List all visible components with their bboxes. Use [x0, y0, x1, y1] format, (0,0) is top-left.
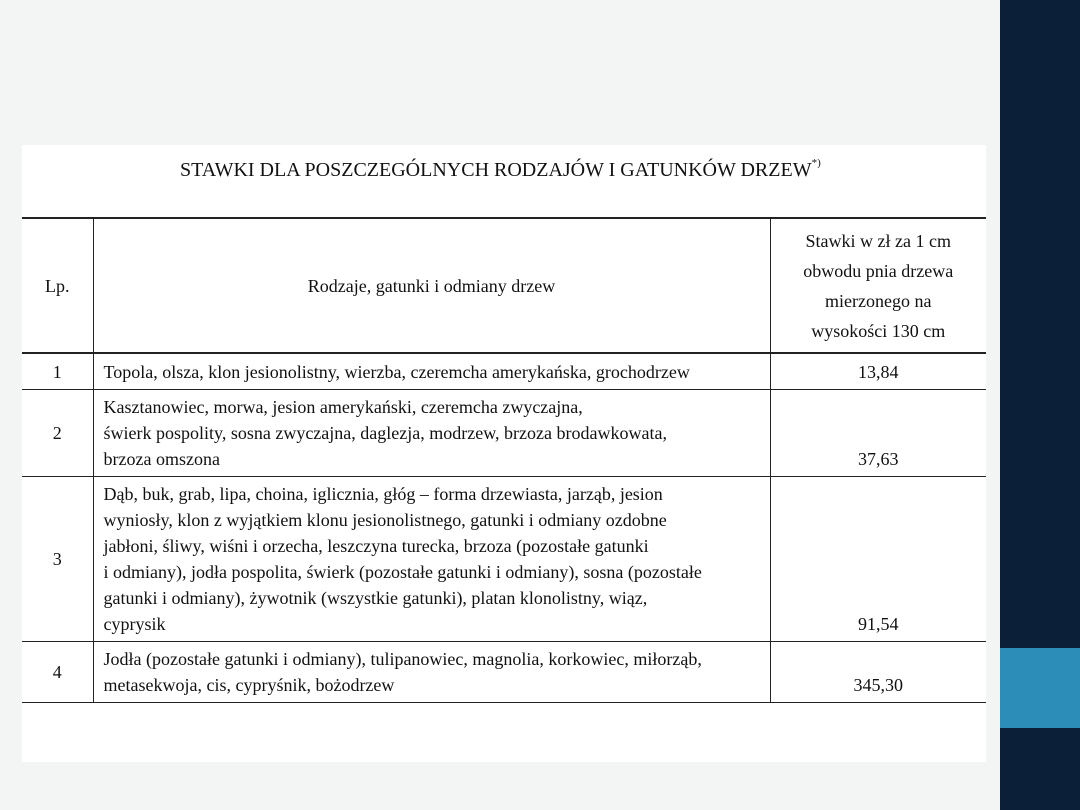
species-line: brzoza omszona — [103, 449, 220, 469]
species-line: Dąb, buk, grab, lipa, choina, iglicznia, głóg – forma drzewiasta, jarząb, jesion — [103, 484, 663, 504]
row-rate: 37,63 — [770, 390, 986, 477]
species-line: jabłoni, śliwy, wiśni i orzecha, leszczyna turecka, brzoza (pozostałe gatunki — [103, 536, 649, 556]
row-lp: 3 — [22, 477, 93, 642]
species-line: wyniosły, klon z wyjątkiem klonu jesionolistnego, gatunki i odmiany ozdobne — [103, 510, 667, 530]
header-rate — [770, 218, 986, 353]
title-text: STAWKI DLA POSZCZEGÓLNYCH RODZAJÓW I GATUNKÓW DRZEW — [180, 159, 812, 181]
table-row — [22, 642, 986, 703]
row-lp: 1 — [22, 353, 93, 390]
row-lp: 4 — [22, 642, 93, 703]
row-rate: 345,30 — [770, 642, 986, 703]
sidebar-accent-block — [1000, 648, 1080, 728]
species-line: Jodła (pozostałe gatunki i odmiany), tulipanowiec, magnolia, korkowiec, miłorząb, — [103, 649, 702, 669]
row-species — [93, 353, 770, 390]
row-rate: 91,54 — [770, 477, 986, 642]
species-line: i odmiany), jodła pospolita, świerk (pozostałe gatunki i odmiany), sosna (pozostałe — [103, 562, 702, 582]
row-rate: 13,84 — [770, 353, 986, 390]
header-rate-line: mierzonego na — [825, 290, 932, 311]
species-line: świerk pospolity, sosna zwyczajna, daglezja, modrzew, brzoza brodawkowata, — [103, 423, 667, 443]
header-rate-line: obwodu pnia drzewa — [803, 260, 954, 281]
row-species — [93, 642, 770, 703]
header-species: Rodzaje, gatunki i odmiany drzew — [93, 218, 770, 353]
title-footnote-mark: *) — [811, 157, 821, 169]
document-image — [22, 145, 986, 762]
table-row — [22, 477, 986, 642]
species-line: Topola, olsza, klon jesionolistny, wierzba, czeremcha amerykańska, grochodrzew — [103, 361, 690, 382]
row-species — [93, 477, 770, 642]
species-line: gatunki i odmiany), żywotnik (wszystkie gatunki), platan klonolistny, wiąz, — [103, 588, 648, 608]
species-line: Kasztanowiec, morwa, jesion amerykański, czeremcha zwyczajna, — [103, 397, 583, 417]
document-title — [180, 159, 880, 182]
header-lp: Lp. — [22, 218, 93, 353]
row-lp: 2 — [22, 390, 93, 477]
table-row — [22, 390, 986, 477]
header-rate-line: Stawki w zł za 1 cm — [805, 230, 951, 251]
species-line: cyprysik — [103, 614, 166, 634]
species-line: metasekwoja, cis, cypryśnik, bożodrzew — [103, 675, 395, 695]
row-species — [93, 390, 770, 477]
header-rate-line: wysokości 130 cm — [811, 320, 946, 341]
table-header-row — [22, 218, 986, 353]
rates-table — [22, 217, 986, 703]
table-row — [22, 353, 986, 390]
